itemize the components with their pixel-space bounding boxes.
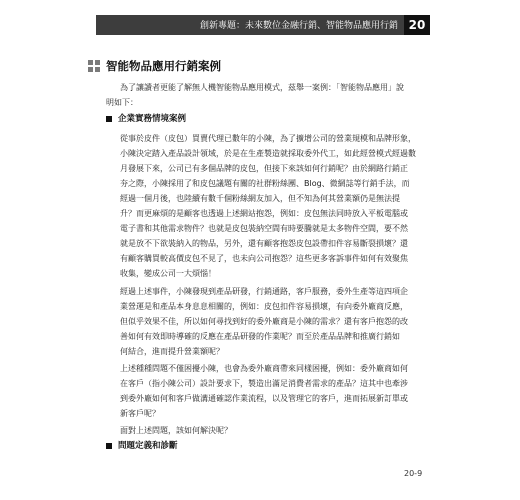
- paragraph-line: 升？而更麻煩的是顧客也透過上述網站抱怨，例如：皮包無法同時放入平板電腦或: [120, 209, 408, 218]
- subsection-square-icon: [106, 116, 112, 122]
- paragraph-line: 善如何有效即時導確的反應在產品研發的作業呢？而至於產品品牌和推廣行銷如: [120, 332, 400, 341]
- chapter-title: 創新專題：未來數位金融行銷、智能物品應用行銷: [199, 21, 398, 31]
- paragraph-line: 從事於皮件（皮包）買賣代理已數年的小陳，為了擴增公司的營業規模和品牌形象，: [120, 134, 416, 143]
- section-square-icon: [88, 60, 100, 72]
- running-header: [96, 15, 404, 35]
- chapter-number: 20: [404, 15, 430, 35]
- paragraph-line: 在客戶（指小陳公司）設計要求下，製造出滿足消費者需求的產品？這其中也牽涉: [120, 379, 408, 388]
- paragraph-line: 有顧客購買較高價皮包不見了，也未向公司抱怨？這些更多客訴事件如何有效聚焦: [120, 254, 408, 263]
- paragraph-line: 收集，變成公司一大煩惱！: [120, 269, 216, 278]
- page-number: 20-9: [404, 469, 423, 478]
- paragraph-line: 但似乎效果不佳，所以如何尋找到好的委外廠商是小陳的需求？還有客戶抱怨的改: [120, 317, 408, 326]
- subsection-title: 企業實務情境案例: [118, 114, 187, 124]
- paragraph-line: 就是放不下欲裝納入的物品，另外，還有顧客抱怨皮包設帶扣件容易斷裂損壞？還: [120, 239, 408, 248]
- section-title: 智能物品應用行銷案例: [106, 59, 221, 73]
- paragraph-line: 上述種種問題不僅困擾小陳，也會為委外廠商帶來同樣困擾，例如：委外廠商如何: [120, 364, 408, 373]
- paragraph-line: 夯之際，小陳採用了和皮包議題有關的社群粉絲團、Blog、微網誌等行銷手法，而: [120, 179, 410, 188]
- paragraph-line: 面對上述問題，該如何解決呢？: [120, 426, 232, 435]
- intro-line: 為了讓讀者更能了解無人機智能物品應用模式，茲舉一案例：「智能物品應用」說: [120, 83, 404, 92]
- paragraph-line: 經過一個月後，也陸續有數千個粉絲網友加入，但不知為何其營業額仍是無法提: [120, 194, 400, 203]
- subsection-square-icon: [106, 443, 112, 449]
- paragraph-line: 月發展下來，公司已有多個品牌的皮包，但接下來該如何行銷呢？由於網路行銷正: [120, 164, 408, 173]
- intro-line: 明如下：: [106, 98, 138, 107]
- paragraph-line: 小陳決定踏入產品設計領域，於是在生產製造就採取委外代工，如此經營模式經過數: [120, 149, 416, 158]
- subsection-title: 問題定義和診斷: [118, 441, 178, 451]
- paragraph-line: 經過上述事件，小陳發現到產品研發，行銷通路，客戶服務，委外生產等這四項企: [120, 287, 408, 296]
- paragraph-line: 業營運是和產品本身息息相關的，例如：皮包扣件容易損壞，有向委外廠商反應，: [120, 302, 408, 311]
- paragraph-line: 到委外廠如何和客戶做溝通確認作業流程，以及管理它的客戶，進而拓展新訂單或: [120, 394, 408, 403]
- paragraph-line: 新客戶呢？: [120, 409, 160, 418]
- paragraph-line: 電子書和其他需求物件？也就是皮包裝納空間有時要騰就是太多物件空間，要不然: [120, 224, 408, 233]
- paragraph-line: 何結合，進而提升營業額呢？: [120, 347, 224, 356]
